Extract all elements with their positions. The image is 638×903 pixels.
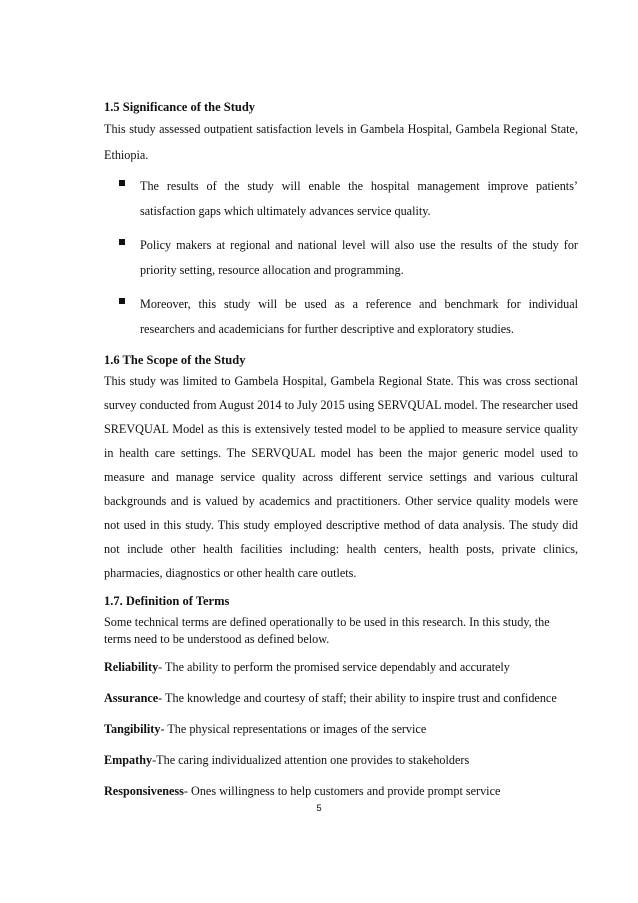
section-definitions	[104, 592, 578, 800]
page-number: 5	[316, 803, 322, 814]
definition-reliability	[104, 658, 578, 676]
term-definition: - The ability to perform the promised service dependably and accurately	[158, 660, 510, 674]
term-definition: - The knowledge and courtesy of staff; their ability to inspire trust and confidence	[158, 691, 557, 705]
section-significance	[104, 98, 578, 342]
bullet-item	[104, 174, 578, 224]
bullet-text: Moreover, this study will be used as a reference and benchmark for individual researchers and academicians for further descriptive and exploratory studies.	[140, 297, 578, 336]
bullet-text: The results of the study will enable the hospital management improve patients’ satisfaction gaps which ultimately advances service quality.	[140, 179, 578, 218]
term-name: Reliability	[104, 660, 159, 674]
definition-empathy	[104, 751, 578, 769]
section-intro: Some technical terms are defined operationally to be used in this research. In this study, the terms need to be understood as defined below.	[104, 615, 550, 646]
term-name: Assurance	[104, 691, 159, 705]
term-name: Tangibility	[104, 722, 161, 736]
square-bullet-icon	[119, 298, 125, 304]
term-name: Empathy	[104, 753, 153, 767]
bullet-item	[104, 292, 578, 342]
bullet-text: Policy makers at regional and national level will also use the results of the study for priority setting, resource allocation and programming.	[140, 238, 578, 277]
section-heading: 1.5 Significance of the Study	[104, 100, 256, 114]
square-bullet-icon	[119, 239, 125, 245]
definition-assurance	[104, 689, 578, 707]
section-heading: 1.7. Definition of Terms	[104, 594, 230, 608]
definition-responsiveness	[104, 782, 578, 800]
section-heading: 1.6 The Scope of the Study	[104, 353, 246, 367]
square-bullet-icon	[119, 180, 125, 186]
page-content	[104, 98, 578, 800]
section-body: This study was limited to Gambela Hospital, Gambela Regional State. This was cross sectional survey conducted from August 2014 to July 2015 using SERVQUAL model. The researcher used SREVQUAL Model as this is extensively tested model to be applied to measure service quality in health care settings. The SERVQUAL model has been the major generic model used to measure and manage service quality across different service settings and various cultural backgrounds and is valued by academics and practitioners. Other service quality models were not used in this study. This study employed descriptive method of data analysis. The study did not include other health facilities including: health centers, health posts, private clinics, pharmacies, diagnostics or other health care outlets.	[104, 374, 578, 580]
bullet-item	[104, 233, 578, 283]
bullet-list	[104, 174, 578, 342]
section-intro: This study assessed outpatient satisfaction levels in Gambela Hospital, Gambela Regional State, Ethiopia.	[104, 122, 578, 162]
section-scope	[104, 351, 578, 585]
term-definition: -The caring individualized attention one provides to stakeholders	[152, 753, 470, 767]
term-name: Responsiveness	[104, 784, 184, 798]
definition-tangibility	[104, 720, 578, 738]
term-definition: - The physical representations or images of the service	[160, 722, 427, 736]
term-definition: - Ones willingness to help customers and provide prompt service	[183, 784, 501, 798]
